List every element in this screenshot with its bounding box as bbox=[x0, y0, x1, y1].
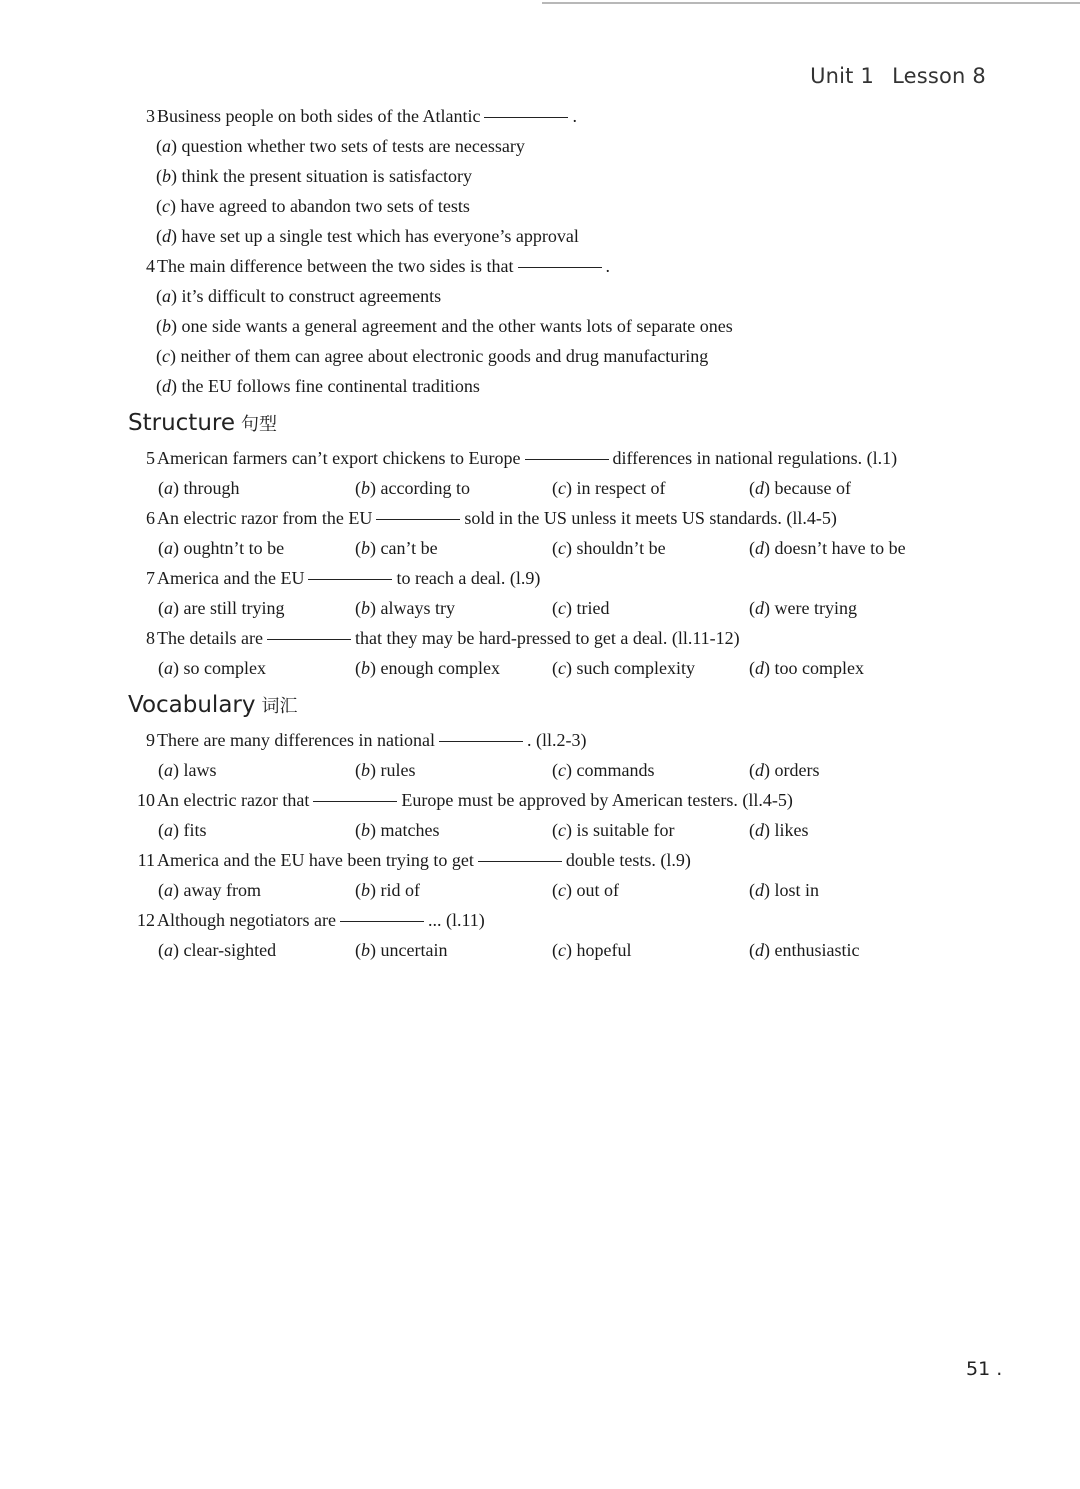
option-text: were trying bbox=[774, 598, 857, 618]
question-stem bbox=[130, 503, 1010, 533]
option-letter: d bbox=[162, 226, 171, 246]
option-letter: d bbox=[755, 820, 764, 840]
question-11 bbox=[130, 845, 1010, 905]
question-number: 3 bbox=[146, 106, 155, 126]
question-10 bbox=[130, 785, 1010, 845]
option-text: so complex bbox=[183, 658, 266, 678]
option-text: clear-sighted bbox=[183, 940, 277, 960]
option-c[interactable]: (c) is suitable for bbox=[552, 820, 675, 840]
option-text: away from bbox=[183, 880, 261, 900]
option-text: neither of them can agree about electronic goods and drug manufacturing bbox=[180, 346, 709, 366]
option-letter: c bbox=[558, 820, 566, 840]
answer-blank[interactable] bbox=[267, 638, 351, 640]
options-row bbox=[130, 815, 1010, 845]
question-stem bbox=[130, 725, 1010, 755]
option-letter: d bbox=[755, 478, 764, 498]
question-6 bbox=[130, 503, 1010, 563]
section-heading-structure bbox=[128, 403, 1010, 443]
options-row bbox=[130, 593, 1010, 623]
option-letter: a bbox=[164, 478, 173, 498]
answer-blank[interactable] bbox=[484, 116, 568, 118]
option-b[interactable]: (b) enough complex bbox=[355, 658, 500, 678]
option-a[interactable]: (a) question whether two sets of tests are necessary bbox=[156, 136, 525, 156]
option-letter: a bbox=[164, 598, 173, 618]
option-text: can’t be bbox=[380, 538, 438, 558]
stem-after: to reach a deal. (l.9) bbox=[396, 568, 541, 588]
question-12 bbox=[130, 905, 1010, 965]
option-d[interactable]: (d) enthusiastic bbox=[749, 940, 860, 960]
option-d[interactable]: (d) orders bbox=[749, 760, 820, 780]
stem-before: Business people on both sides of the Atlantic bbox=[157, 106, 481, 126]
option-letter: c bbox=[558, 598, 566, 618]
running-head bbox=[810, 64, 986, 88]
option-letter: c bbox=[558, 538, 566, 558]
option-c[interactable]: (c) in respect of bbox=[552, 478, 666, 498]
option-text: uncertain bbox=[380, 940, 448, 960]
option-letter: c bbox=[162, 346, 170, 366]
stem-after: . bbox=[605, 256, 611, 276]
option-text: are still trying bbox=[183, 598, 285, 618]
option-text: question whether two sets of tests are necessary bbox=[181, 136, 525, 156]
option-letter: d bbox=[755, 880, 764, 900]
question-number: 6 bbox=[146, 508, 155, 528]
stem-after: . bbox=[572, 106, 577, 126]
stem-after: that they may be hard-pressed to get a deal. (ll.11-12) bbox=[354, 628, 740, 648]
question-number: 12 bbox=[137, 910, 155, 930]
option-c[interactable]: (c) tried bbox=[552, 598, 610, 618]
option-c[interactable]: (c) have agreed to abandon two sets of tests bbox=[156, 196, 470, 216]
option-letter: b bbox=[162, 316, 171, 336]
question-stem bbox=[130, 623, 1010, 653]
option-text: commands bbox=[576, 760, 655, 780]
option-b[interactable]: (b) one side wants a general agreement and the other wants lots of separate ones bbox=[156, 316, 733, 336]
option-letter: a bbox=[164, 658, 173, 678]
option-text: have agreed to abandon two sets of tests bbox=[180, 196, 470, 216]
option-text: matches bbox=[380, 820, 440, 840]
option-text: laws bbox=[183, 760, 217, 780]
question-text bbox=[157, 910, 485, 930]
option-text: tried bbox=[576, 598, 610, 618]
options-row bbox=[130, 653, 1010, 683]
option-text: enthusiastic bbox=[774, 940, 860, 960]
option-c[interactable]: (c) commands bbox=[552, 760, 655, 780]
option-b[interactable]: (b) always try bbox=[355, 598, 455, 618]
section-heading-title: Structure bbox=[128, 410, 235, 436]
question-text bbox=[157, 730, 587, 750]
page-number-value: 51 bbox=[966, 1358, 991, 1380]
question-number: 5 bbox=[146, 448, 155, 468]
option-letter: b bbox=[361, 658, 370, 678]
option-letter: a bbox=[162, 136, 171, 156]
page-number: 51 . bbox=[966, 1358, 1003, 1380]
stem-before: An electric razor that bbox=[157, 790, 310, 810]
options-row bbox=[130, 935, 1010, 965]
option-text: in respect of bbox=[576, 478, 666, 498]
question-text bbox=[157, 106, 577, 126]
option-a[interactable]: (a) fits bbox=[158, 820, 207, 840]
question-7 bbox=[130, 563, 1010, 623]
option-text: one side wants a general agreement and the other wants lots of separate ones bbox=[181, 316, 733, 336]
option-d[interactable]: (d) likes bbox=[749, 820, 809, 840]
section-heading-chinese: 词汇 bbox=[261, 696, 298, 717]
option-d[interactable]: (d) were trying bbox=[749, 598, 857, 618]
stem-before: The details are bbox=[157, 628, 263, 648]
option-letter: d bbox=[755, 598, 764, 618]
option-d[interactable]: (d) have set up a single test which has everyone’s approval bbox=[156, 226, 579, 246]
option-letter: a bbox=[164, 940, 173, 960]
option-text: out of bbox=[576, 880, 619, 900]
answer-blank[interactable] bbox=[313, 800, 397, 802]
answer-blank[interactable] bbox=[478, 860, 562, 862]
option-text: likes bbox=[774, 820, 809, 840]
question-text bbox=[157, 790, 793, 810]
option-a[interactable]: (a) so complex bbox=[158, 658, 266, 678]
question-number: 4 bbox=[146, 256, 155, 276]
question-number: 8 bbox=[146, 628, 155, 648]
question-8 bbox=[130, 623, 1010, 683]
option-d[interactable]: (d) the EU follows fine continental traditions bbox=[156, 376, 480, 396]
options-row bbox=[130, 473, 1010, 503]
stem-after: ... (l.11) bbox=[427, 910, 485, 930]
option-b[interactable]: (b) think the present situation is satisfactory bbox=[156, 166, 472, 186]
option-letter: c bbox=[558, 658, 566, 678]
option-d[interactable]: (d) because of bbox=[749, 478, 851, 498]
option-b[interactable]: (b) according to bbox=[355, 478, 470, 498]
section-heading-title: Vocabulary bbox=[128, 692, 256, 718]
option-text: lost in bbox=[774, 880, 820, 900]
option-a[interactable]: (a) oughtn’t to be bbox=[158, 538, 285, 558]
option-a[interactable]: (a) clear-sighted bbox=[158, 940, 277, 960]
question-text bbox=[157, 568, 540, 588]
question-3 bbox=[130, 101, 1010, 251]
stem-after: Europe must be approved by American testers. (ll.4-5) bbox=[401, 790, 793, 810]
option-text: rid of bbox=[380, 880, 420, 900]
option-text: too complex bbox=[774, 658, 864, 678]
option-a[interactable]: (a) away from bbox=[158, 880, 261, 900]
option-letter: b bbox=[361, 478, 370, 498]
option-letter: d bbox=[755, 538, 764, 558]
option-letter: a bbox=[164, 538, 173, 558]
option-letter: a bbox=[164, 820, 173, 840]
question-9 bbox=[130, 725, 1010, 785]
lesson-label: Lesson 8 bbox=[892, 64, 986, 88]
option-text: enough complex bbox=[380, 658, 500, 678]
option-text: always try bbox=[380, 598, 455, 618]
option-text: hopeful bbox=[576, 940, 632, 960]
option-text: doesn’t have to be bbox=[774, 538, 906, 558]
options-row bbox=[130, 533, 1010, 563]
option-b[interactable]: (b) matches bbox=[355, 820, 440, 840]
question-number: 10 bbox=[137, 790, 155, 810]
answer-blank[interactable] bbox=[518, 266, 602, 268]
option-letter: c bbox=[558, 478, 566, 498]
option-letter: c bbox=[558, 760, 566, 780]
option-c[interactable]: (c) neither of them can agree about electronic goods and drug manufacturing bbox=[156, 346, 709, 366]
option-b[interactable]: (b) can’t be bbox=[355, 538, 438, 558]
question-stem bbox=[130, 443, 1010, 473]
option-c[interactable]: (c) out of bbox=[552, 880, 619, 900]
option-letter: d bbox=[755, 658, 764, 678]
question-stem bbox=[130, 101, 1010, 131]
option-b[interactable]: (b) uncertain bbox=[355, 940, 448, 960]
option-letter: c bbox=[558, 880, 566, 900]
option-text: shouldn’t be bbox=[576, 538, 666, 558]
section-heading-vocabulary bbox=[128, 685, 1010, 725]
option-letter: a bbox=[164, 760, 173, 780]
question-4 bbox=[130, 251, 1010, 401]
option-d[interactable]: (d) lost in bbox=[749, 880, 820, 900]
question-stem bbox=[130, 845, 1010, 875]
option-letter: b bbox=[361, 820, 370, 840]
answer-blank[interactable] bbox=[340, 920, 424, 922]
stem-before: An electric razor from the EU bbox=[157, 508, 373, 528]
option-letter: a bbox=[164, 880, 173, 900]
option-text: because of bbox=[774, 478, 851, 498]
question-stem bbox=[130, 905, 1010, 935]
stem-after: double tests. (l.9) bbox=[565, 850, 691, 870]
option-a[interactable]: (a) laws bbox=[158, 760, 217, 780]
answer-blank[interactable] bbox=[439, 740, 523, 742]
exercise-content bbox=[130, 101, 1010, 965]
option-text: have set up a single test which has everyone’s approval bbox=[181, 226, 579, 246]
options-row bbox=[130, 755, 1010, 785]
question-5 bbox=[130, 443, 1010, 503]
question-number: 7 bbox=[146, 568, 155, 588]
stem-before: Although negotiators are bbox=[157, 910, 336, 930]
stem-before: America and the EU have been trying to get bbox=[157, 850, 474, 870]
stem-before: There are many differences in national bbox=[157, 730, 436, 750]
option-c[interactable]: (c) shouldn’t be bbox=[552, 538, 666, 558]
option-letter: b bbox=[361, 940, 370, 960]
option-letter: a bbox=[162, 286, 171, 306]
option-text: is suitable for bbox=[576, 820, 675, 840]
option-c[interactable]: (c) hopeful bbox=[552, 940, 632, 960]
option-text: rules bbox=[380, 760, 416, 780]
section-heading-chinese: 句型 bbox=[241, 414, 277, 435]
option-a[interactable]: (a) it’s difficult to construct agreements bbox=[156, 286, 442, 306]
option-a[interactable]: (a) are still trying bbox=[158, 598, 285, 618]
option-text: through bbox=[183, 478, 240, 498]
option-letter: b bbox=[361, 880, 370, 900]
question-stem bbox=[130, 251, 1010, 281]
question-number: 9 bbox=[146, 730, 155, 750]
stem-after: differences in national regulations. (l.1) bbox=[612, 448, 898, 468]
option-d[interactable]: (d) doesn’t have to be bbox=[749, 538, 906, 558]
question-text bbox=[157, 850, 691, 870]
option-letter: b bbox=[361, 760, 370, 780]
stem-before: America and the EU bbox=[157, 568, 305, 588]
option-letter: d bbox=[162, 376, 171, 396]
question-text bbox=[157, 448, 897, 468]
unit-label: Unit 1 bbox=[810, 64, 875, 88]
option-letter: b bbox=[361, 598, 370, 618]
option-text: orders bbox=[774, 760, 820, 780]
stem-after: sold in the US unless it meets US standards. (ll.4-5) bbox=[464, 508, 837, 528]
option-text: it’s difficult to construct agreements bbox=[181, 286, 442, 306]
option-b[interactable]: (b) rules bbox=[355, 760, 416, 780]
option-d[interactable]: (d) too complex bbox=[749, 658, 864, 678]
stem-after: . (ll.2-3) bbox=[527, 730, 587, 750]
question-stem bbox=[130, 785, 1010, 815]
answer-blank[interactable] bbox=[308, 578, 392, 580]
option-a[interactable]: (a) through bbox=[158, 478, 240, 498]
option-text: think the present situation is satisfactory bbox=[181, 166, 472, 186]
top-rule bbox=[542, 2, 1080, 4]
stem-before: The main difference between the two sides is that bbox=[157, 256, 514, 276]
answer-blank[interactable] bbox=[525, 458, 609, 460]
option-b[interactable]: (b) rid of bbox=[355, 880, 420, 900]
option-letter: c bbox=[162, 196, 170, 216]
question-stem bbox=[130, 563, 1010, 593]
option-letter: b bbox=[361, 538, 370, 558]
option-letter: c bbox=[558, 940, 566, 960]
option-c[interactable]: (c) such complexity bbox=[552, 658, 695, 678]
options-row bbox=[130, 875, 1010, 905]
option-text: oughtn’t to be bbox=[183, 538, 285, 558]
question-text bbox=[157, 628, 740, 648]
option-letter: d bbox=[755, 760, 764, 780]
option-text: the EU follows fine continental traditions bbox=[181, 376, 480, 396]
option-letter: d bbox=[755, 940, 764, 960]
stem-before: American farmers can’t export chickens to Europe bbox=[157, 448, 521, 468]
option-letter: b bbox=[162, 166, 171, 186]
question-text bbox=[157, 256, 610, 276]
option-text: such complexity bbox=[576, 658, 695, 678]
option-text: according to bbox=[380, 478, 470, 498]
option-text: fits bbox=[183, 820, 207, 840]
question-text bbox=[157, 508, 837, 528]
question-number: 11 bbox=[137, 850, 155, 870]
answer-blank[interactable] bbox=[376, 518, 460, 520]
